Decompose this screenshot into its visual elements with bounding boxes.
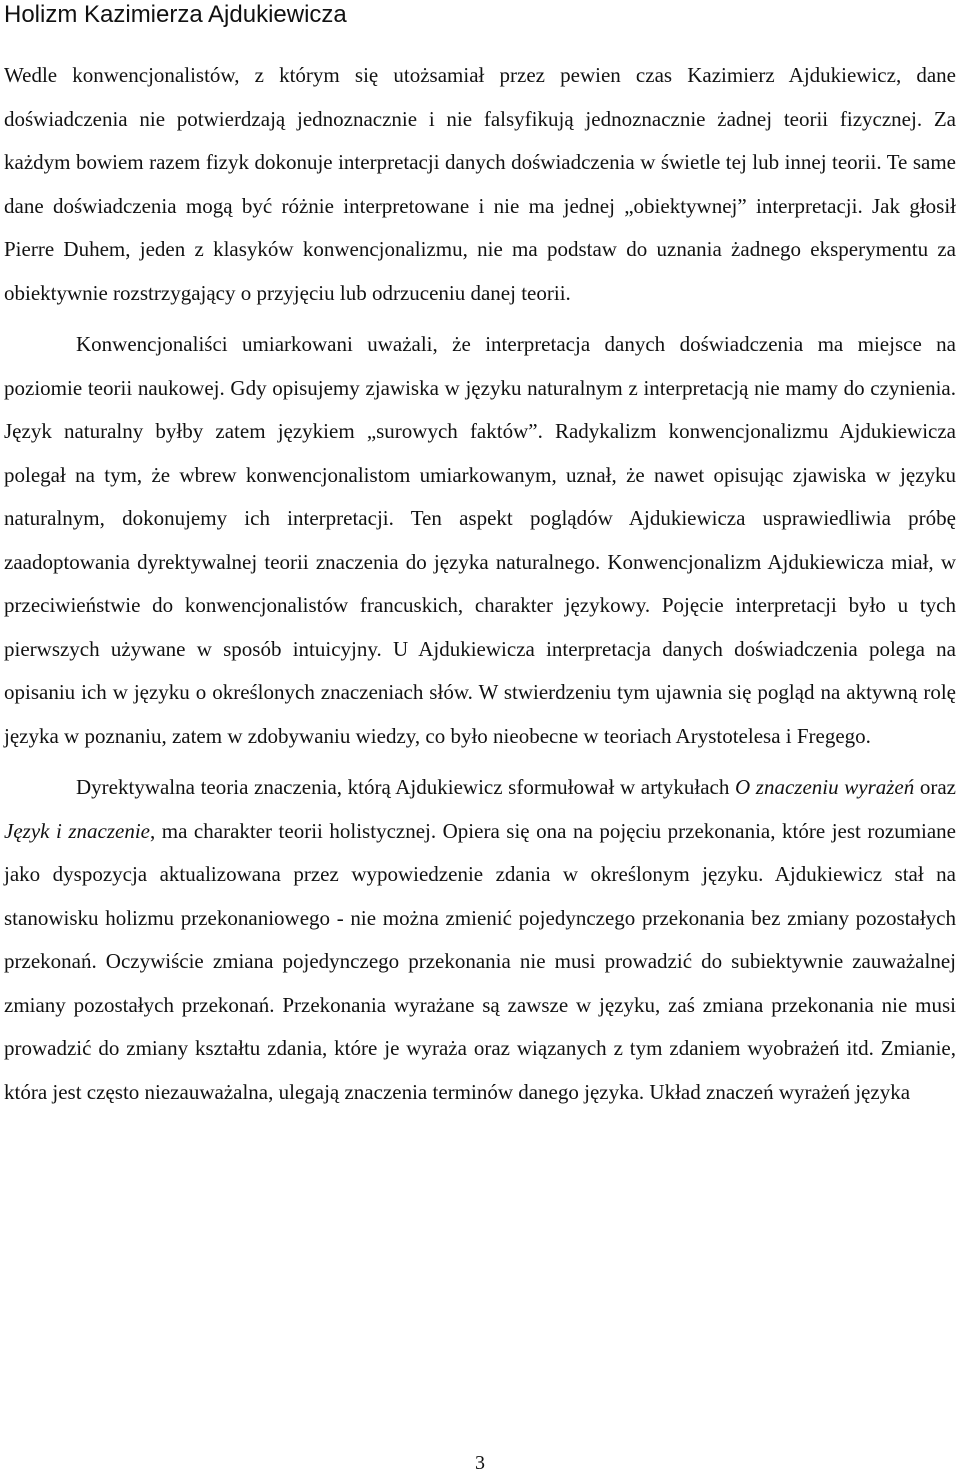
page-number: 3 [475, 1452, 485, 1474]
paragraph-1 [4, 54, 956, 315]
paragraph-3 [4, 766, 956, 1114]
paragraph-2-text: Konwencjonaliści umiarkowani uważali, że interpretacja danych doświadczenia ma miejsce na poziomie teorii naukowej. Gdy opisujemy zjawiska w języku naturalnym z interpretacją nie mamy do czynienia. Język naturalny byłby zatem językiem „surowych faktów”. Radykalizm konwencjonalizmu Ajdukiewicza polegał na tym, że wbrew konwencjonalistom umiarkowanym, uznał, że nawet opisując zjawiska w języku naturalnym, dokonujemy ich interpretacji. Ten aspekt poglądów Ajdukiewicza usprawiedliwia próbę zaadoptowania dyrektywalnej teorii znaczenia do języka naturalnego. Konwencjonalizm Ajdukiewicza miał, w przeciwieństwie do konwencjonalistów francuskich, charakter językowy. Pojęcie interpretacji było u tych pierwszych używane w sposób intuicyjny. U Ajdukiewicza interpretacja danych doświadczenia polega na opisaniu ich w języku o określonych znaczeniach słów. W stwierdzeniu tym ujawnia się pogląd na aktywną rolę języka w poznaniu, zatem w zdobywaniu wiedzy, co było nieobecne w teoriach Arystotelesa i Fregego. [4, 332, 956, 748]
document-body [4, 54, 956, 1122]
paragraph-3-text-b: oraz [914, 775, 956, 799]
document-title: Holizm Kazimierza Ajdukiewicza [4, 1, 347, 28]
paragraph-1-text: Wedle konwencjonalistów, z którym się utożsamiał przez pewien czas Kazimierz Ajdukiewicz, dane doświadczenia nie potwierdzają jednoznacznie i nie falsyfikują jednoznacznie żadnej teorii fizycznej. Za każdym bowiem razem fizyk dokonuje interpretacji danych doświadczenia w świetle tej lub innej teorii. Te same dane doświadczenia mogą być różnie interpretowane i nie ma jednej „obiektywnej” interpretacji. Jak głosił Pierre Duhem, jeden z klasyków konwencjonalizmu, nie ma podstaw do uznania żadnego eksperymentu za obiektywnie rozstrzygający o przyjęciu lub odrzuceniu danej teorii. [4, 63, 956, 305]
paragraph-3-title-o-znaczeniu: O znaczeniu wyrażeń [735, 775, 915, 799]
paragraph-3-text-c: , ma charakter teorii holistycznej. Opiera się ona na pojęciu przekonania, które jest rozumiane jako dyspozycja aktualizowana przez wypowiedzenie zdania w określonym języku. Ajdukiewicz stał na stanowisku holizmu przekonaniowego - nie można zmienić pojedynczego przekonania bez zmiany pozostałych przekonań. Oczywiście zmiana pojedynczego przekonania nie musi prowadzić do subiektywnie zauważalnej zmiany pozostałych przekonań. Przekonania wyrażane są zawsze w języku, zaś zmiana przekonania nie musi prowadzić do zmiany kształtu zdania, które je wyraża oraz wiązanych z tym zdaniem wyobrażeń itd. Zmianie, która jest często niezauważalna, ulegają znaczenia terminów danego języka. Układ znaczeń wyrażeń języka [4, 818, 957, 1104]
paragraph-3-title-jezyk-i-znaczenie: Język i znaczenie [4, 818, 150, 843]
paragraph-3-text-a: Dyrektywalna teoria znaczenia, którą Ajdukiewicz sformułował w artykułach [76, 775, 735, 799]
paragraph-2 [4, 323, 956, 758]
